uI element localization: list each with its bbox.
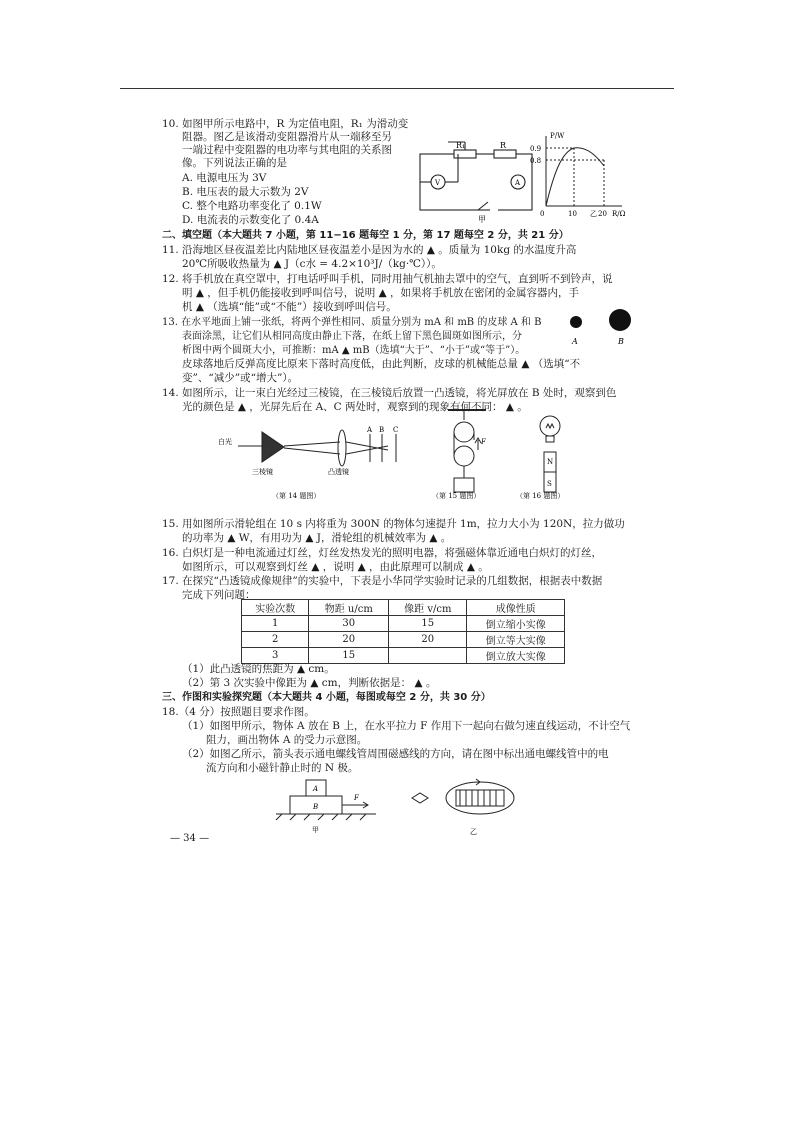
table-header: 实验次数 — [242, 600, 309, 616]
q14-line-1: 14. 如图所示，让一束白光经过三棱镜，在三棱镜后放置一凸透镜，将光屏放在 B 处时，观察到色 — [162, 387, 617, 399]
block-a-label: A — [313, 785, 319, 793]
table-cell — [389, 648, 467, 664]
q17-sub-1: （1）此凸透镜的焦距为 ▲ cm。 — [182, 663, 335, 675]
table-cell: 3 — [242, 648, 309, 664]
spot-a-label: A — [572, 337, 578, 346]
table-cell: 倒立缩小实像 — [467, 616, 565, 632]
graph-ylabel: P/W — [550, 132, 565, 140]
q17-data-table — [241, 599, 565, 664]
graph-x0: 0 — [540, 210, 545, 218]
table-header: 像距 v/cm — [389, 600, 467, 616]
header-rule — [120, 88, 674, 89]
q11-line-1: 11. 沿海地区昼夜温差比内陆地区昼夜温差小是因为水的 ▲ 。质量为 10kg 的水温度升高 — [162, 244, 577, 256]
fig15-f-label: F — [481, 438, 486, 446]
section-2-heading: 二、填空题（本大题共 7 小题，第 11−16 题每空 1 分，第 17 题每空 2 分，共 21 分） — [162, 230, 569, 241]
q10-option-a: A. 电源电压为 3V — [182, 172, 267, 184]
q18-line-3: 阻力，画出物体 A 的受力示意图。 — [206, 734, 368, 746]
graph-x2: 20 — [598, 210, 607, 218]
table-row — [242, 648, 565, 664]
q18-line-5: 流方向和小磁针静止时的 N 极。 — [206, 762, 359, 774]
r-label: R — [500, 141, 507, 150]
circuit-diagram — [418, 140, 538, 224]
q13-line-2: 表面涂黑，让它们从相同高度由静止下落，在纸上留下黑色圆斑如图所示，分 — [182, 331, 522, 342]
ammeter-label: A — [515, 179, 521, 187]
q16-line-1: 16. 白炽灯是一种电流通过灯丝，灯丝发热发光的照明电器，将强磁体靠近通电白炽灯的灯丝， — [162, 547, 603, 559]
q13-line-4: 皮球落地后反弹高度比原来下落时高度低，由此判断，皮球的机械能总量 ▲ （选填“不 — [182, 358, 581, 370]
fig16-lamp-magnet — [512, 410, 592, 500]
table-cell: 30 — [309, 616, 389, 632]
fig16-caption: （第 16 题图） — [516, 492, 565, 500]
screen-a-label: A — [367, 426, 373, 434]
q13-line-5: 变”、“减少”或“增大”）。 — [182, 372, 299, 384]
graph-y2: 0.8 — [530, 157, 542, 165]
table-cell: 15 — [389, 616, 467, 632]
table-cell: 20 — [389, 632, 467, 648]
q15-line-2: 的功率为 ▲ W，有用功为 ▲ J，滑轮组的机械效率为 ▲ 。 — [182, 532, 452, 544]
q13-line-1: 13. 在水平地面上铺一张纸，将两个弹性相同、质量分别为 mA 和 mB 的皮球 A 和 B — [162, 317, 542, 328]
q12-line-2: 明 ▲ ，但手机仍能接收到呼叫信号，说明 ▲ ，如果将手机放在密闭的金属容器内，手 — [182, 287, 579, 299]
power-resistance-graph — [530, 132, 630, 222]
q10-line-1: 10. 如图甲所示电路中，R 为定值电阻，R₁ 为滑动变 — [162, 118, 409, 130]
circuit-caption: 甲 — [478, 215, 486, 224]
lens-label: 凸透镜 — [328, 468, 349, 476]
q15-line-1: 15. 用如图所示滑轮组在 10 s 内将重为 300N 的物体匀速提升 1m，拉力大小为 120N，拉力做功 — [162, 518, 625, 530]
table-header-row — [242, 600, 565, 616]
magnet-n-label: N — [547, 458, 554, 466]
q12-line-1: 12. 将手机放在真空罩中，打电话呼叫手机，同时用抽气机抽去罩中的空气，直到听不到铃声，说 — [162, 273, 613, 285]
table-cell: 15 — [309, 648, 389, 664]
table-cell: 20 — [309, 632, 389, 648]
fig18-blocks — [276, 776, 386, 836]
graph-xlabel: R/Ω — [612, 210, 626, 218]
fig15-caption: （第 15 题图） — [432, 492, 481, 500]
spot-b-label: B — [618, 337, 624, 346]
table-cell: 倒立放大实像 — [467, 648, 565, 664]
graph-x1: 10 — [568, 210, 577, 218]
q17-sub-2: （2）第 3 次实验中像距为 ▲ cm，判断依据是： ▲ 。 — [182, 677, 437, 689]
fig14-prism-lens — [210, 420, 430, 500]
q17-line-2: 完成下列问题： — [182, 589, 256, 601]
q10-line-4: 像。下列说法正确的是 — [182, 157, 287, 169]
page-number: — 34 — — [170, 833, 210, 844]
fig18-caption-1: 甲 — [312, 826, 319, 834]
force-f-label: F — [354, 794, 359, 802]
q10-option-b: B. 电压表的最大示数为 2V — [182, 186, 309, 198]
prism-label: 三棱镜 — [252, 468, 273, 476]
table-header: 物距 u/cm — [309, 600, 389, 616]
fig18-caption-2: 乙 — [470, 828, 477, 836]
table-row — [242, 616, 565, 632]
table-row — [242, 632, 565, 648]
q10-line-3: 一端过程中变阻器的电功率与其电阻的关系图 — [182, 144, 392, 156]
graph-y1: 0.9 — [530, 145, 542, 153]
q18-line-1: 18.（4 分）按照题目要求作图。 — [162, 706, 315, 718]
magnet-s-label: S — [547, 480, 552, 488]
table-cell: 倒立等大实像 — [467, 632, 565, 648]
r1-label: R₁ — [456, 141, 466, 150]
fig14-caption: （第 14 题图） — [272, 492, 321, 500]
q13-spots — [562, 306, 642, 346]
q17-line-1: 17. 在探究“凸透镜成像规律”的实验中，下表是小华同学实验时记录的几组数据，根据表中数据 — [162, 575, 603, 587]
voltmeter-label: V — [435, 179, 441, 187]
q10-option-c: C. 整个电路功率变化了 0.1W — [182, 200, 322, 212]
q18-line-2: （1）如图甲所示，物体 A 放在 B 上，在水平拉力 F 作用下一起向右做匀速直线运动，不计空气 — [182, 720, 631, 732]
graph-caption: 乙 — [590, 210, 597, 218]
q13-line-3: 析图中两个圆斑大小，可推断：mA ▲ mB（选填“大于”、“小于”或“等于”）。 — [182, 345, 526, 356]
q14-line-2: 光的颜色是 ▲ ，光屏先后在 A、C 两处时，观察到的现象有何不同： ▲ 。 — [182, 401, 528, 413]
screen-b-label: B — [379, 426, 385, 434]
fig18-solenoid — [408, 776, 528, 842]
section-3-heading: 三、作图和实验探究题（本大题共 4 小题，每图或每空 2 分，共 30 分） — [162, 692, 491, 703]
table-cell: 2 — [242, 632, 309, 648]
q16-line-2: 如图所示，可以观察到灯丝 ▲ ，说明 ▲ ，由此原理可以制成 ▲ 。 — [182, 561, 489, 573]
q10-line-2: 阻器。图乙是该滑动变阻器滑片从一端移至另 — [182, 131, 392, 143]
q12-line-3: 机 ▲ （选填“能”或“不能”）接收到呼叫信号。 — [182, 301, 397, 313]
white-light-label: 白光 — [218, 438, 232, 446]
q18-line-4: （2）如图乙所示，箭头表示通电螺线管周围磁感线的方向，请在图中标出通电螺线管中的电 — [182, 748, 609, 760]
table-cell: 1 — [242, 616, 309, 632]
block-b-label: B — [313, 803, 319, 811]
screen-c-label: C — [393, 426, 399, 434]
table-header: 成像性质 — [467, 600, 565, 616]
q11-line-2: 20℃所吸收热量为 ▲ J（c水 = 4.2×10³J/（kg·℃））。 — [182, 258, 442, 270]
fig15-pulley — [426, 410, 516, 500]
q10-option-d: D. 电流表的示数变化了 0.4A — [182, 214, 319, 226]
